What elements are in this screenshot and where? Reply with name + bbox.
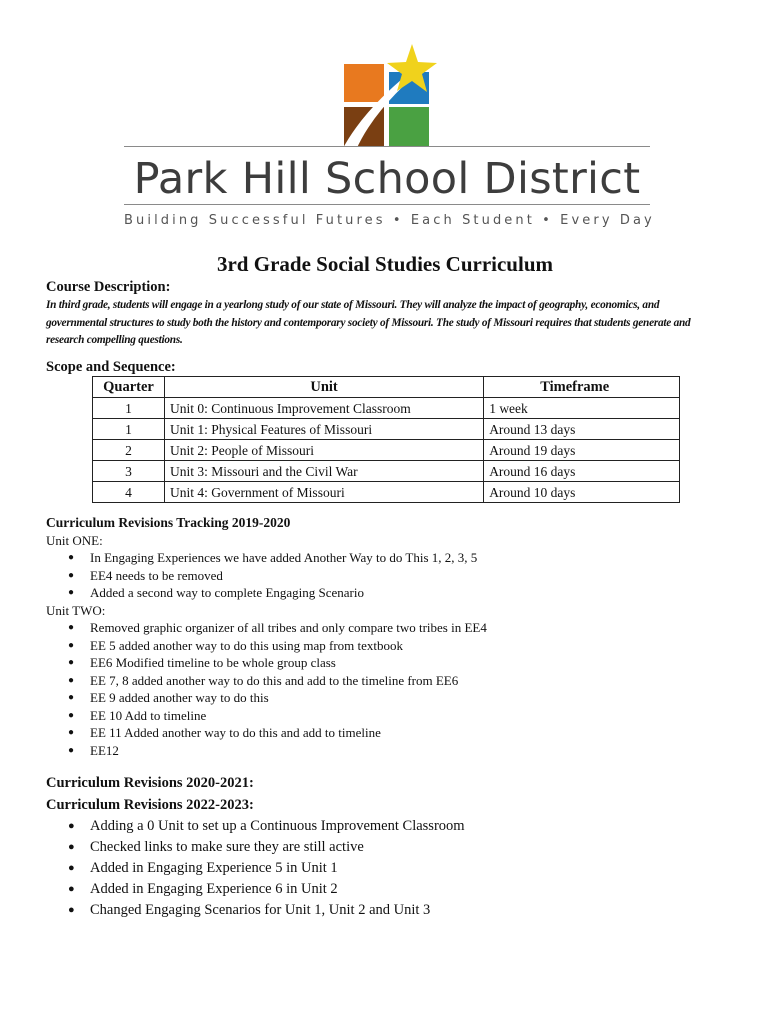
- cell-quarter: 3: [93, 461, 165, 482]
- header-quarter: Quarter: [93, 377, 165, 398]
- cell-unit: Unit 0: Continuous Improvement Classroom: [164, 398, 483, 419]
- unit-two-label: Unit TWO:: [46, 602, 106, 618]
- list-item: ● EE 7, 8 added another way to do this and add to the timeline from EE6: [46, 672, 726, 690]
- header-unit: Unit: [164, 377, 483, 398]
- list-item: ● Added in Engaging Experience 6 in Unit 2: [46, 879, 726, 900]
- table-row: [93, 398, 680, 419]
- list-item: ● EE 10 Add to timeline: [46, 707, 726, 725]
- list-item: ● Adding a 0 Unit to set up a Continuous Improvement Classroom: [46, 816, 726, 837]
- cell-quarter: 1: [93, 419, 165, 440]
- course-description-label: Course Description:: [46, 279, 171, 295]
- district-logo: [338, 42, 443, 152]
- revisions-2022-heading: Curriculum Revisions 2022-2023:: [46, 797, 254, 813]
- revisions-2019-section: [46, 514, 726, 759]
- revisions-recent-section: [46, 772, 726, 921]
- table-row: [93, 461, 680, 482]
- list-item: ● Checked links to make sure they are still active: [46, 837, 726, 858]
- cell-quarter: 1: [93, 398, 165, 419]
- cell-timeframe: Around 16 days: [484, 461, 680, 482]
- cell-unit: Unit 3: Missouri and the Civil War: [164, 461, 483, 482]
- scope-sequence-label: Scope and Sequence:: [46, 359, 176, 375]
- table-row: [93, 440, 680, 461]
- cell-quarter: 2: [93, 440, 165, 461]
- table-row: [93, 482, 680, 503]
- table-header-row: [93, 377, 680, 398]
- district-name: Park Hill School District: [133, 154, 641, 204]
- list-item: ● Added in Engaging Experience 5 in Unit 1: [46, 858, 726, 879]
- list-item: ● EE 5 added another way to do this using map from textbook: [46, 637, 726, 655]
- unit-two-list: [46, 619, 726, 759]
- header-timeframe: Timeframe: [484, 377, 680, 398]
- cell-timeframe: Around 10 days: [484, 482, 680, 503]
- cell-unit: Unit 4: Government of Missouri: [164, 482, 483, 503]
- list-item: ● EE 11 Added another way to do this and add to timeline: [46, 724, 726, 742]
- brand-rule-bottom: [124, 204, 650, 205]
- list-item: ● In Engaging Experiences we have added Another Way to do This 1, 2, 3, 5: [46, 549, 726, 567]
- revisions-2019-heading: Curriculum Revisions Tracking 2019-2020: [46, 515, 291, 530]
- cell-timeframe: 1 week: [484, 398, 680, 419]
- page-title: 3rd Grade Social Studies Curriculum: [216, 252, 553, 276]
- cell-timeframe: Around 13 days: [484, 419, 680, 440]
- list-item: ● Added a second way to complete Engaging Scenario: [46, 584, 726, 602]
- list-item: ● EE12: [46, 742, 726, 760]
- table-row: [93, 419, 680, 440]
- list-item: ● EE6 Modified timeline to be whole group class: [46, 654, 726, 672]
- brand-rule-top: [124, 146, 650, 147]
- list-item: ● EE4 needs to be removed: [46, 567, 726, 585]
- unit-one-list: [46, 549, 726, 602]
- cell-unit: Unit 2: People of Missouri: [164, 440, 483, 461]
- revisions-2020-heading: Curriculum Revisions 2020-2021:: [46, 775, 254, 791]
- list-item: ● EE 9 added another way to do this: [46, 689, 726, 707]
- district-tagline: Building Successful Futures • Each Student • Every Day: [124, 213, 655, 228]
- revisions-2022-list: [46, 816, 726, 921]
- district-logo-icon: [338, 42, 443, 152]
- course-description-text: In third grade, students will engage in a yearlong study of our state of Missouri. They will analyze the impact of geography, economics, and governmental structures to study both the history and contemporary society of Missouri. The study of Missouri requires that students generate and research compelling questions.: [46, 299, 691, 346]
- cell-timeframe: Around 19 days: [484, 440, 680, 461]
- cell-unit: Unit 1: Physical Features of Missouri: [164, 419, 483, 440]
- scope-sequence-table: [92, 376, 680, 503]
- list-item: ● Removed graphic organizer of all tribes and only compare two tribes in EE4: [46, 619, 726, 637]
- list-item: ● Changed Engaging Scenarios for Unit 1, Unit 2 and Unit 3: [46, 900, 726, 921]
- cell-quarter: 4: [93, 482, 165, 503]
- unit-one-label: Unit ONE:: [46, 532, 103, 548]
